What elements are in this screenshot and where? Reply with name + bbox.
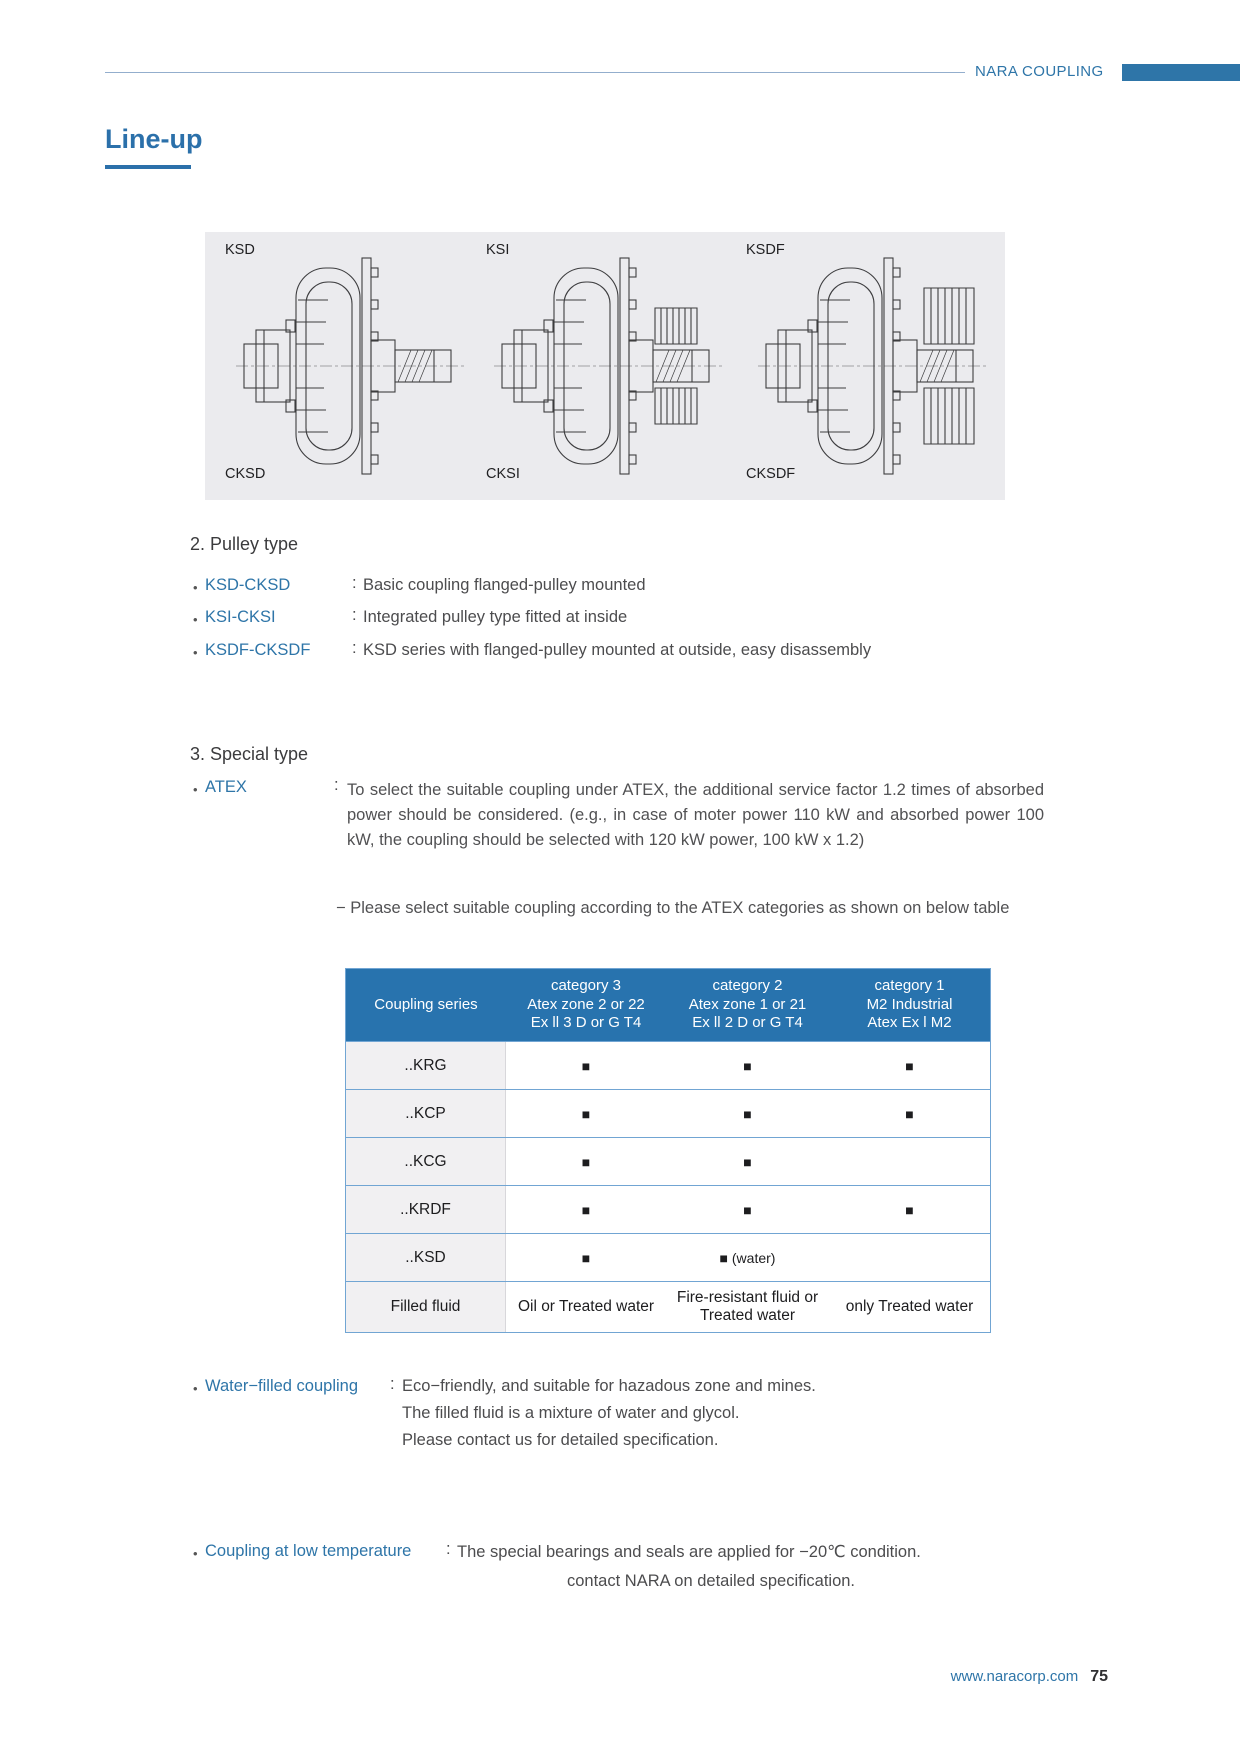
bullet-icon: • <box>193 612 198 627</box>
cat2-mark: ■ <box>743 1057 752 1074</box>
table-row-filled-fluid <box>346 1281 990 1332</box>
water-filled-line-3: Please contact us for detailed specification. <box>402 1431 719 1449</box>
cat2-mark: ■ (water) <box>719 1249 776 1266</box>
low-temp-line-2: contact NARA on detailed specification. <box>567 1572 856 1590</box>
header-line: category 2 <box>712 977 783 995</box>
special-section-heading: 3. Special type <box>190 744 309 764</box>
coupling-drawing-ksi <box>493 244 725 488</box>
page-footer <box>920 1668 1108 1686</box>
coupling-drawing-ksd <box>235 244 467 488</box>
atex-table-header <box>346 969 990 1041</box>
low-temp-term: Coupling at low temperature <box>205 1542 412 1560</box>
atex-description: To select the suitable coupling under ATEX, the additional service factor 1.2 times of absorbed power should be considered. (e.g., in case of moter power 110 kW and absorbed power 100 kW, the coupling should be selected with 120 kW power, 100 kW x 1.2) <box>347 781 1044 849</box>
atex-term: ATEX <box>205 778 247 796</box>
cat3-mark: ■ <box>581 1249 591 1266</box>
colon-separator: : <box>352 606 357 624</box>
series-cell: ..KRG <box>346 1042 506 1089</box>
bullet-icon: • <box>193 1546 198 1561</box>
water-filled-line-1: Eco−friendly, and suitable for hazadous zone and mines. <box>402 1377 816 1395</box>
figure-label-cksi: CKSI <box>486 466 520 482</box>
page-title: Line-up <box>105 124 203 154</box>
pulley-term-ksdf-cksdf: KSDF-CKSDF <box>205 641 311 659</box>
figure-label-cksdf: CKSDF <box>746 466 796 482</box>
header-line: Ex ll 2 D or G T4 <box>692 1014 803 1032</box>
header-line: Atex zone 1 or 21 <box>688 995 807 1013</box>
header-line: Atex zone 2 or 22 <box>527 995 645 1013</box>
series-cell: ..KRDF <box>346 1186 506 1233</box>
col-category-2 <box>666 977 829 1033</box>
low-temp-line-1: The special bearings and seals are applied for −20℃ condition. <box>457 1543 921 1561</box>
atex-table <box>345 968 991 1333</box>
cat3-mark: ■ <box>581 1057 591 1074</box>
header-line: Ex ll 3 D or G T4 <box>530 1014 642 1032</box>
coupling-drawing-ksdf <box>757 244 989 488</box>
atex-note: − Please select suitable coupling according to the ATEX categories as shown on below table <box>336 899 1010 917</box>
pulley-desc-ksdf-cksdf: KSD series with flanged-pulley mounted at outside, easy disassembly <box>363 641 872 659</box>
series-cell: ..KSD <box>346 1234 506 1281</box>
bullet-icon: • <box>193 782 198 797</box>
water-filled-line-2: The filled fluid is a mixture of water and glycol. <box>402 1404 740 1422</box>
pulley-term-ksi-cksi: KSI-CKSI <box>205 608 276 626</box>
cat2-mark: ■ <box>743 1153 752 1170</box>
lineup-panel <box>205 232 1005 500</box>
cat1-mark: ■ <box>905 1201 914 1218</box>
figure-label-ksd: KSD <box>225 242 255 258</box>
header-line: category 1 <box>874 977 945 995</box>
cat3-mark: ■ <box>581 1105 591 1122</box>
header-rule <box>105 72 965 73</box>
brand-label: NARA COUPLING <box>975 63 1104 80</box>
colon-separator: : <box>390 1375 395 1393</box>
header-line: Atex Ex l M2 <box>867 1014 952 1032</box>
pulley-term-ksd-cksd: KSD-CKSD <box>205 576 291 594</box>
bullet-icon: • <box>193 580 198 595</box>
figure-label-ksdf: KSDF <box>746 242 785 258</box>
cat2-fluid: Fire-resistant fluid or Treated water <box>676 1289 819 1324</box>
series-cell: ..KCP <box>346 1090 506 1137</box>
title-underline <box>105 165 191 169</box>
cat1-mark: ■ <box>905 1057 914 1074</box>
figure-label-cksd: CKSD <box>225 466 266 482</box>
page-number: 75 <box>1090 1668 1108 1685</box>
bullet-icon: • <box>193 645 198 660</box>
cat1-fluid: only Treated water <box>845 1298 974 1315</box>
pulley-section-heading: 2. Pulley type <box>190 534 299 554</box>
brand-accent-bar <box>1122 64 1240 81</box>
series-cell: Filled fluid <box>346 1282 506 1332</box>
table-row-kcp <box>346 1089 990 1137</box>
pulley-desc-ksi-cksi: Integrated pulley type fitted at inside <box>363 608 628 626</box>
figure-label-ksi: KSI <box>486 242 510 258</box>
cat3-mark: ■ <box>581 1153 591 1170</box>
cat2-mark: ■ <box>743 1105 752 1122</box>
colon-separator: : <box>352 574 357 592</box>
footer-url-link[interactable]: www.naracorp.com <box>950 1668 1079 1685</box>
series-cell: ..KCG <box>346 1138 506 1185</box>
bullet-icon: • <box>193 1381 198 1396</box>
colon-separator: : <box>446 1540 451 1558</box>
table-row-krg <box>346 1041 990 1089</box>
cat1-mark: ■ <box>905 1105 914 1122</box>
header-line: M2 Industrial <box>866 995 953 1013</box>
table-row-krdf <box>346 1185 990 1233</box>
pulley-desc-ksd-cksd: Basic coupling flanged-pulley mounted <box>363 576 646 594</box>
colon-separator: : <box>334 776 339 794</box>
header-line: category 3 <box>550 977 622 995</box>
table-row-kcg <box>346 1137 990 1185</box>
col-category-3 <box>506 977 666 1033</box>
cat3-fluid: Oil or Treated water <box>517 1298 655 1315</box>
col-coupling-series: Coupling series <box>374 995 478 1013</box>
cat3-mark: ■ <box>581 1201 591 1218</box>
colon-separator: : <box>352 639 357 657</box>
table-row-ksd <box>346 1233 990 1281</box>
cat2-mark: ■ <box>743 1201 752 1218</box>
water-filled-term: Water−filled coupling <box>205 1377 359 1395</box>
col-category-1 <box>829 977 990 1033</box>
